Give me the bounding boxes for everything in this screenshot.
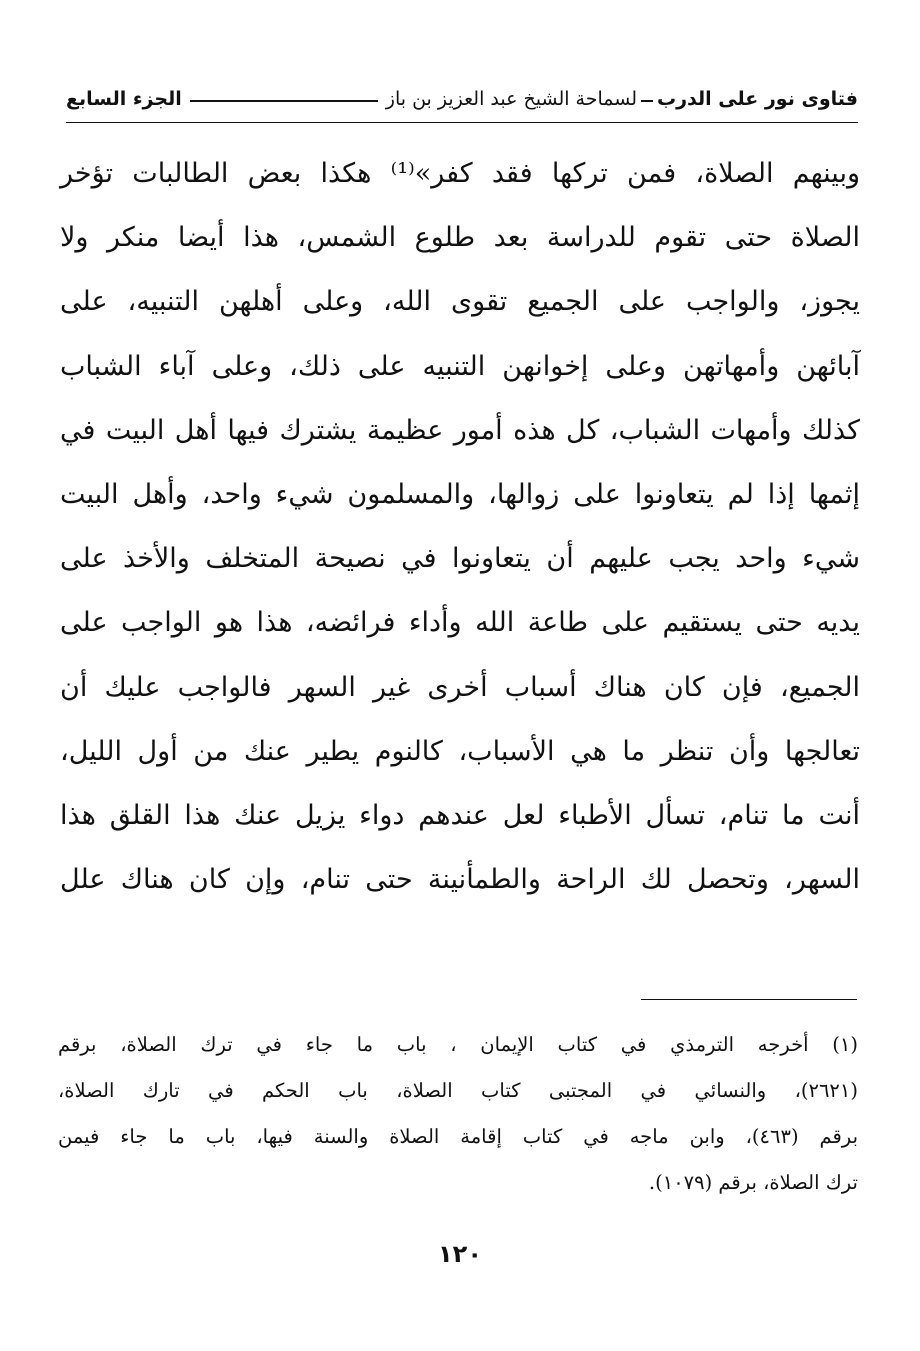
text-line: تعالجها وأن تنظر ما هي الأسباب، كالنوم يطير عنك من أول الليل،: [60, 735, 860, 767]
running-header: [66, 82, 858, 116]
footnote-line: ترك الصلاة، برقم (١٠٧٩).: [648, 1171, 858, 1194]
footnote-line: (١) أخرجه الترمذي في كتاب الإيمان ، باب ما جاء في ترك الصلاة، برقم: [58, 1033, 858, 1056]
text-line: إثمها إذا لم يتعاونوا على زوالها، والمسلمون شيء واحد، وأهل البيت: [60, 478, 860, 510]
footnote: [58, 1022, 858, 1206]
footnote-line: (٢٦٢١)، والنسائي في المجتبى كتاب الصلاة، باب الحكم في تارك الصلاة،: [58, 1079, 858, 1102]
text-line: يديه حتى يستقيم على طاعة الله وأداء فرائضه، هذا هو الواجب على: [60, 607, 860, 639]
text-line: الجميع، فإن كان هناك أسباب أخرى غير السهر فالواجب عليك أن: [60, 671, 860, 703]
title-dash: [641, 100, 653, 102]
page-number: ١٢٠: [438, 1240, 482, 1268]
text-line: أنت ما تنام، تسأل الأطباء لعل عندهم دواء يزيل عنك هذا القلق هذا: [60, 799, 860, 831]
text-line: آبائهن وأمهاتهن وعلى إخوانهن التنبيه على ذلك، وعلى آباء الشباب: [60, 350, 860, 382]
book-title: فتاوى نور على الدرب: [657, 88, 858, 110]
text-line: كذلك وأمهات الشباب، كل هذه أمور عظيمة يشترك فيها أهل البيت في: [60, 414, 860, 446]
header-divider: [66, 122, 858, 123]
text-line: شيء واحد يجب عليهم أن يتعاونوا في نصيحة المتخلف والأخذ على: [60, 543, 860, 575]
author-name: لسماحة الشيخ عبد العزيز بن باز: [385, 88, 637, 110]
volume-label: الجزء السابع: [66, 88, 182, 110]
main-text: [60, 142, 860, 912]
text-line: يجوز، والواجب على الجميع تقوى الله، وعلى أهلهن التنبيه، على: [60, 286, 860, 318]
footnote-separator: [641, 999, 857, 1000]
text-line: الصلاة حتى تقوم للدراسة بعد طلوع الشمس، هذا أيضا منكر ولا: [60, 222, 860, 254]
text-line: السهر، وتحصل لك الراحة والطمأنينة حتى تنام، وإن كان هناك علل: [60, 864, 860, 896]
header-leader-rule: [190, 100, 378, 102]
footnote-line: برقم (٤٦٣)، وابن ماجه في كتاب إقامة الصلاة والسنة فيها، باب ما جاء فيمن: [58, 1125, 858, 1148]
text-line: وبينهم الصلاة، فمن تركها فقد كفر»⁽¹⁾ هكذا بعض الطالبات تؤخر: [60, 158, 861, 189]
